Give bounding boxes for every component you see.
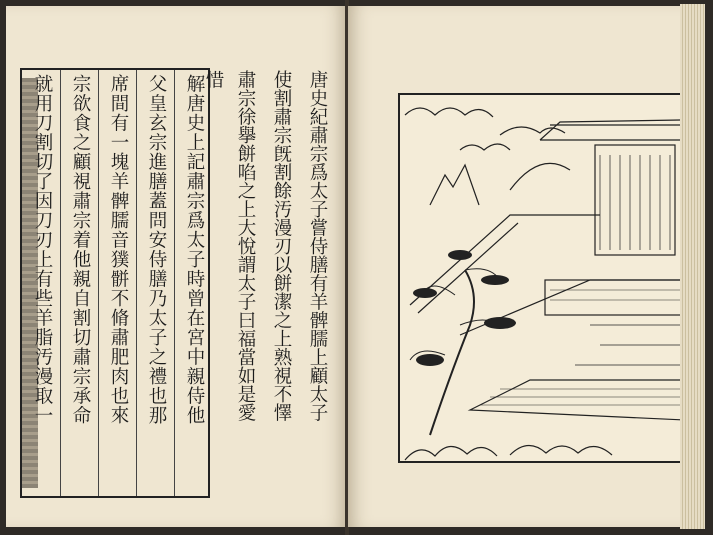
pine-foliage: [448, 250, 472, 260]
mountain-shape: [510, 163, 570, 190]
lower-roof-shape: [470, 380, 683, 420]
cloud-shape: [510, 445, 612, 455]
column-rule: [174, 70, 175, 496]
text-column-7: 席間有一塊羊髀臑音獛骿不脩肅肥肉也來: [108, 74, 129, 425]
text-column-6: 父皇玄宗進膳蓋問安侍膳乃太子之禮也那: [146, 74, 167, 425]
pine-foliage: [416, 354, 444, 366]
text-column-8: 宗欲食之顧視肅宗着他親自割切肅宗承命: [70, 74, 91, 425]
text-column-5: 解唐史上記肅宗爲太子時曾在宮中親侍他: [184, 74, 205, 425]
left-page: [6, 6, 346, 527]
text-column-2: 使割肅宗旣割餘汚漫刃以餅潔之上熟視不懌: [271, 70, 292, 422]
text-column-3: 肅宗徐擧餅啗之上大悅謂太子曰福當如是愛: [235, 70, 256, 422]
main-text-columns: [203, 66, 328, 496]
balustrade-shape: [410, 215, 600, 313]
hall-body: [595, 145, 675, 255]
cloud-shape: [500, 127, 565, 135]
terrace-shape: [545, 280, 683, 315]
woodblock-illustration: [398, 93, 683, 463]
page-edges: [680, 4, 705, 529]
cloud-shape: [460, 144, 510, 150]
cloud-shape: [405, 446, 497, 460]
right-page: [348, 6, 683, 527]
column-rule: [60, 70, 61, 496]
text-column-9: 就用刀割切了因刀刃上有些羊脂汚漫取一: [32, 74, 53, 425]
text-column-1: 唐史紀肅宗爲太子嘗侍膳有羊髀臑上顧太子: [307, 70, 328, 422]
pine-foliage: [484, 317, 516, 329]
mountain-shape: [430, 165, 479, 205]
text-block: [20, 68, 210, 498]
pine-foliage: [413, 288, 437, 298]
text-column-4: 惜: [203, 70, 224, 89]
pine-foliage: [481, 275, 509, 285]
palace-scene-image: [400, 95, 683, 463]
column-rule: [98, 70, 99, 496]
cloud-shape: [405, 108, 493, 117]
column-rule: [136, 70, 137, 496]
